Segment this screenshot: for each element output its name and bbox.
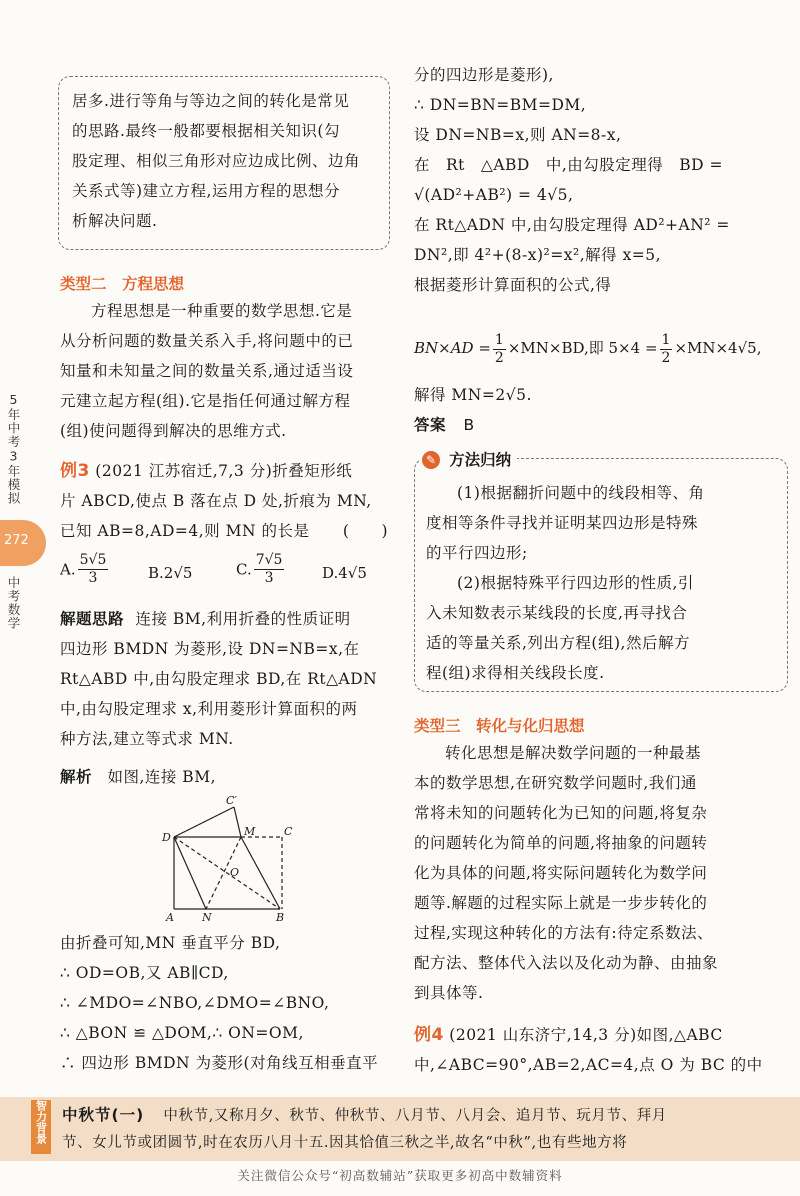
thinking-block [60,604,392,754]
solution-line: √(AD²+AB²) = 4√5, [414,186,574,204]
solution-continued [414,60,784,300]
label-n: N [202,911,212,922]
method-header [420,446,517,472]
footer-text [62,1102,782,1157]
box-line: 股定理、相似三角形对应边成比例、边角 [72,152,361,170]
box-line: 析解决问题. [72,212,158,230]
method-line: 程(组)求得相关线段长度. [426,664,605,682]
solution-line: 根据菱形计算面积的公式,得 [414,276,612,294]
thinking-line: 种方法,建立等式求 MN. [60,730,234,748]
footer-line: 中秋节,又称月夕、秋节、仲秋节、八月节、八月会、追月节、玩月节、拜月 [163,1108,667,1124]
subject-label: 中考数学 [6,576,21,630]
thinking-label: 解题思路 [60,610,125,628]
para-line: 配方法、整体代入法以及化动为静、由抽象 [414,954,719,972]
step-line: ∴ OD=OB,又 AB∥CD, [60,964,229,982]
thinking-line: Rt△ABD 中,由勾股定理求 BD,在 Rt△ADN [60,670,378,688]
book-title: 5年中考3年模拟 [6,392,21,505]
para-line: 方程思想是一种重要的数学思想.它是 [91,302,353,320]
type2-heading: 类型二 方程思想 [60,275,185,293]
label-c: C [284,825,293,838]
label-d: D [162,831,171,844]
options-row [60,552,392,598]
para-line: 从分析问题的数量关系入手,将问题中的已 [60,332,354,350]
para-line: 到具体等. [414,984,484,1002]
page-number-tab [0,520,46,566]
para-line: 常将未知的问题转化为已知的问题,将复杂 [414,804,708,822]
method-line: 入未知数表示某线段的长度,再寻找合 [426,604,688,622]
option-a-num: 5√5 [79,552,107,568]
solution-line: DN²,即 4²+(8-x)²=x²,解得 x=5, [414,246,662,264]
footer-tag: 智力背景 [31,1100,51,1154]
example3-line: 片 ABCD,使点 B 落在点 D 处,折痕为 MN, [60,492,372,510]
method-line: 适的等量关系,列出方程(组),然后解方 [426,634,690,652]
para-line: 过程,实现这种转化的方法有:待定系数法、 [414,924,714,942]
analysis-label: 解析 [60,768,93,786]
type3-heading: 类型三 转化与化归思想 [414,717,585,735]
answer-row [414,410,475,440]
method-text [426,478,782,688]
para-line: 题等.解题的过程实际上就是一步步转化的 [414,894,708,912]
analysis-start [60,762,216,792]
option-c-num: 7√5 [255,552,283,568]
summary-box-text [72,86,382,236]
option-a: A. $\frac{5√5}{3}$ [60,552,107,586]
area-equation: BN×AD = $\frac{1}{2}$ ×MN×BD,即 5×4 = $\frac{1}{2}$ ×MN×4√5, [414,331,762,366]
step-line: 由折叠可知,MN 垂直平分 BD, [60,934,281,952]
bottom-note: 关注微信公众号“初高数辅站”获取更多初高中数辅资料 [237,1168,563,1183]
solution-line: 设 DN=NB=x,则 AN=8-x, [414,126,622,144]
thinking-line: 连接 BM,利用折叠的性质证明 [135,610,351,628]
solution-line: ∴ DN=BN=BM=DM, [414,96,587,114]
method-title: 方法归纳 [449,450,512,469]
label-a: A [166,911,174,922]
method-line: (1)根据翻折问题中的线段相等、角 [457,484,705,502]
label-m: M [244,825,256,838]
footer-title: 中秋节(一) [62,1106,145,1124]
answer-value: B [463,416,475,434]
para-line: 本的数学思想,在研究数学问题时,我们通 [414,774,697,792]
box-line: 的思路.最终一般都要根据相关知识(勾 [72,122,340,140]
thinking-line: 中,由勾股定理求 x,利用菱形计算面积的两 [60,700,358,718]
example4-line: 中,∠ABC=90°,AB=2,AC=4,点 O 为 BC 的中 [414,1056,763,1074]
type2-paragraph [60,296,390,446]
example3-line: (2021 江苏宿迁,7,3 分)折叠矩形纸 [95,462,353,480]
label-b: B [276,911,285,922]
footer-line: 节、女儿节或团圆节,时在农历八月十五.因其恰值三秋之半,故名“中秋”,也有些地方将 [62,1135,628,1151]
fold-rectangle-figure [158,792,298,922]
para-line: 化为具体的问题,将实际问题转化为数学问 [414,864,708,882]
para-line: 元建立起方程(组).它是指任何通过解方程 [60,392,351,410]
option-c: C. $\frac{7√5}{3}$ [236,552,283,586]
option-b: B.2√5 [148,564,193,582]
page-number: 272 [4,533,29,548]
method-line: 度相等条件寻找并证明某四边形是特殊 [426,514,699,532]
example4-line: (2021 山东济宁,14,3 分)如图,△ABC [449,1026,723,1044]
analysis-line: 如图,连接 BM, [107,768,216,786]
example3 [60,456,392,546]
answer-label: 答案 [414,416,447,434]
box-line: 关系式等)建立方程,运用方程的思想分 [72,182,340,200]
option-a-den: 3 [88,570,98,586]
label-c-prime: C′ [226,794,237,807]
method-line: (2)根据特殊平行四边形的性质,引 [457,574,694,592]
example3-label: 例3 [60,461,90,481]
solve-result: 解得 MN=2√5. [414,386,532,404]
thinking-line: 四边形 BMDN 为菱形,设 DN=NB=x,在 [60,640,360,658]
para-line: (组)使问题得到解决的思维方式. [60,422,287,440]
para-line: 知量和未知量之间的数量关系,通过适当设 [60,362,354,380]
solution-line: 在 Rt△ADN 中,由勾股定理得 AD²+AN² = [414,216,730,234]
solution-line: 在 Rt △ABD 中,由勾股定理得 BD = [414,156,723,174]
step-line: ∴ ∠MDO=∠NBO,∠DMO=∠BNO, [60,994,330,1012]
option-d: D.4√5 [322,564,367,582]
box-line: 居多.进行等角与等边之间的转化是常见 [72,92,350,110]
step-line: ∴ 四边形 BMDN 为菱形(对角线互相垂直平 [60,1054,379,1072]
label-o: O [230,866,240,879]
example3-line: 已知 AB=8,AD=4,则 MN 的长是 [60,522,310,540]
example4 [414,1020,786,1080]
para-line: 的问题转化为简单的问题,将抽象的问题转 [414,834,708,852]
solution-line: 分的四边形是菱形), [414,66,554,84]
pencil-icon: ✎ [422,451,440,469]
analysis-steps [60,928,392,1078]
step-line: ∴ △BON ≌ △DOM,∴ ON=OM, [60,1024,304,1042]
option-c-den: 3 [264,570,274,586]
method-line: 的平行四边形; [426,544,528,562]
answer-paren: ( ) [342,522,389,540]
example4-label: 例4 [414,1025,444,1045]
type3-paragraph [414,738,786,1008]
para-line: 转化思想是解决数学问题的一种最基 [445,744,702,762]
